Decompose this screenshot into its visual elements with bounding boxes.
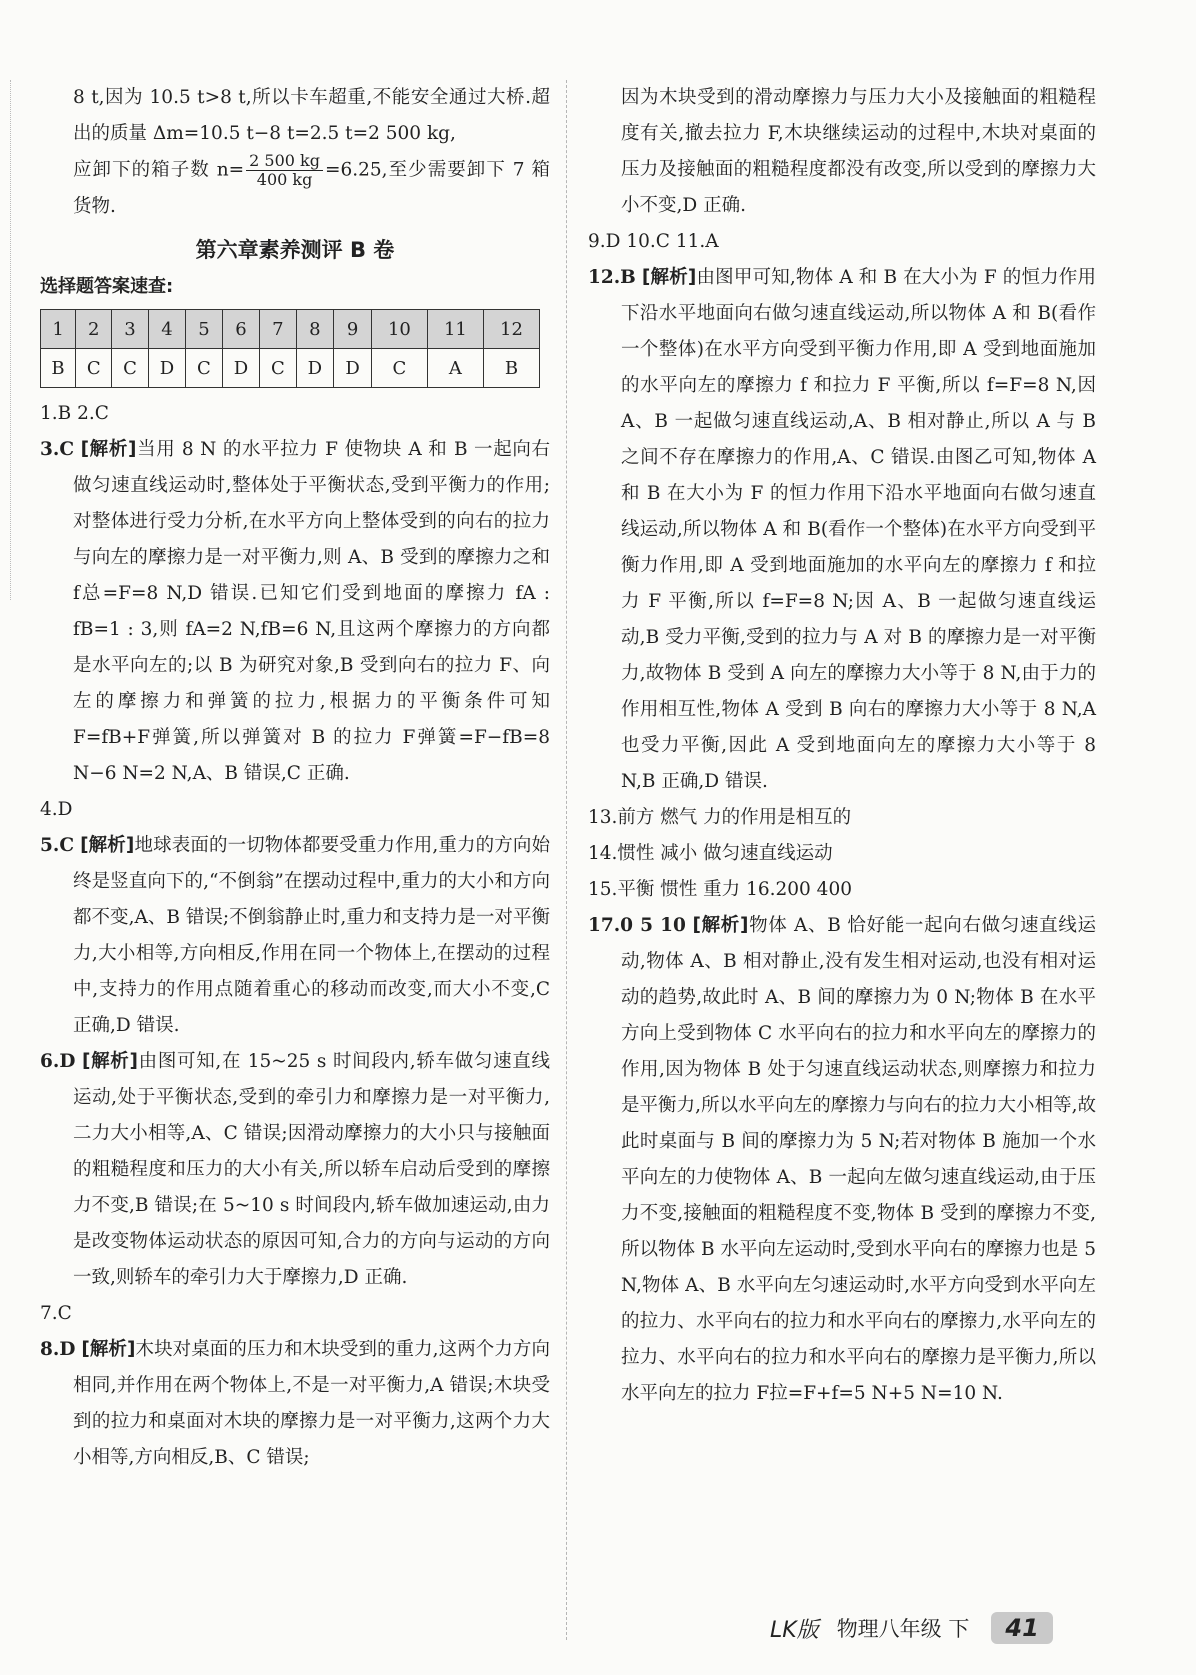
table-cell: C bbox=[112, 349, 148, 388]
edition-label: LK版 bbox=[770, 1617, 819, 1643]
intro-formula bbox=[40, 152, 550, 225]
answer-15-16: 15.平衡 惯性 重力 16.200 400 bbox=[588, 879, 852, 900]
right-column bbox=[588, 80, 1096, 1412]
table-cell: D bbox=[334, 349, 372, 388]
table-cell: C bbox=[76, 349, 112, 388]
answer-number: 8.D bbox=[40, 1339, 76, 1360]
table-cell: C bbox=[371, 349, 427, 388]
table-cell: 12 bbox=[483, 310, 539, 349]
subject-label: 物理八年级 下 bbox=[836, 1617, 970, 1641]
answer-table-header-row bbox=[41, 310, 540, 349]
analysis-tag: [解析] bbox=[81, 1051, 138, 1072]
fraction-denominator: 400 kg bbox=[246, 170, 323, 189]
answer-number: 5.C bbox=[40, 835, 75, 856]
page-footer bbox=[770, 1608, 1053, 1648]
table-cell: 2 bbox=[76, 310, 112, 349]
answer-9-11: 9.D 10.C 11.A bbox=[588, 231, 719, 252]
table-cell: B bbox=[41, 349, 76, 388]
intro-text-3: =6.25,至少需要卸下 7 箱货物. bbox=[73, 159, 550, 217]
answer-number: 3.C bbox=[40, 439, 75, 460]
table-cell: 1 bbox=[41, 310, 76, 349]
table-cell: 8 bbox=[296, 310, 334, 349]
table-cell: 6 bbox=[222, 310, 260, 349]
answer-17 bbox=[588, 908, 1096, 1412]
answer-8 bbox=[40, 1332, 550, 1476]
answer-text: 由图甲可知,物体 A 和 B 在大小为 F 的恒力作用下沿水平地面向右做匀速直线运动,所以物体 A 和 B(看作一个整体)在水平方向受到平衡力作用,即 A 受到地面施加的水平向左的摩擦力 f 和拉力 F 平衡,所以 f=F=8 N,因 A、B 一起做匀速直线运动,A、B 相对静止,所以 A 与 B 之间不存在摩擦力的作用,A、C 错误.由图乙可知,物体 A 和 B 在大小为 F 的恒力作用下沿水平地面向右做匀速直线运动,所以物体 A 和 B(看作一个整体)在水平方向受到平衡力作用,即 A 受到地面施加的水平向左的摩擦力 f 和拉力 F 平衡,所以 f=F=8 N;因 A、B 一起做匀速直线运动,B 受力平衡,受到的拉力与 A 对 B 的摩擦力是一对平衡力,故物体 B 受到 A 向左的摩擦力大小等于 8 N,由于力的作用相互性,物体 A 受到 B 向右的摩擦力大小等于 8 N,A 也受力平衡,因此 A 受到地面向左的摩擦力大小等于 8 N,B 正确,D 错误. bbox=[621, 267, 1096, 792]
answer-table-answer-row bbox=[41, 349, 540, 388]
table-cell: A bbox=[427, 349, 483, 388]
quick-check-heading: 选择题答案速查: bbox=[40, 276, 174, 297]
table-cell: D bbox=[148, 349, 186, 388]
binding-edge bbox=[0, 80, 11, 600]
answer-4: 4.D bbox=[40, 799, 73, 820]
answer-text: 当用 8 N 的水平拉力 F 使物块 A 和 B 一起向右做匀速直线运动时,整体处于平衡状态,受到平衡力的作用;对整体进行受力分析,在水平方向上整体受到的向右的拉力与向左的摩擦力是一对平衡力,则 A、B 受到的摩擦力之和 f总=F=8 N,D 错误.已知它们受到地面的摩擦力 fA : fB=1 : 3,则 fA=2 N,fB=6 N,且这两个摩擦力的方向都是水平向左的;以 B 为研究对象,B 受到向右的拉力 F、向左的摩擦力和弹簧的拉力,根据力的平衡条件可知 F=fB+F弹簧,所以弹簧对 B 的拉力 F弹簧=F−fB=8 N−6 N=2 N,A、B 错误,C 正确. bbox=[73, 439, 550, 784]
analysis-tag: [解析] bbox=[80, 835, 135, 856]
page-number: 41 bbox=[991, 1612, 1052, 1644]
fraction-numerator: 2 500 kg bbox=[249, 151, 320, 170]
analysis-tag: [解析] bbox=[80, 439, 137, 460]
answer-text: 木块对桌面的压力和木块受到的重力,这两个力方向相同,并作用在两个物体上,不是一对平衡力,A 错误;木块受到的拉力和桌面对木块的摩擦力是一对平衡力,这两个力大小相等,方向相反,B、C 错误; bbox=[73, 1339, 550, 1468]
answer-3 bbox=[40, 432, 550, 792]
answer-table bbox=[40, 309, 540, 388]
analysis-tag: [解析] bbox=[692, 915, 749, 936]
answer-8-continued: 因为木块受到的滑动摩擦力与压力大小及接触面的粗糙程度有关,撤去拉力 F,木块继续运动的过程中,木块对桌面的压力及接触面的粗糙程度都没有改变,所以受到的摩擦力大小不变,D 正确. bbox=[621, 87, 1096, 216]
fraction bbox=[246, 152, 323, 189]
answer-12 bbox=[588, 260, 1096, 800]
analysis-tag: [解析] bbox=[641, 267, 697, 288]
answer-7: 7.C bbox=[40, 1303, 72, 1324]
section-title: 第六章素养测评 B 卷 bbox=[195, 238, 395, 262]
answer-text: 物体 A、B 恰好能一起向右做匀速直线运动,物体 A、B 相对静止,没有发生相对运动,也没有相对运动的趋势,故此时 A、B 间的摩擦力为 0 N;物体 B 在水平方向上受到物体 C 水平向右的拉力和水平向左的摩擦力的作用,因为物体 B 处于匀速直线运动状态,则摩擦力和拉力是平衡力,所以水平向左的摩擦力与向右的拉力大小相等,故此时桌面与 B 间的摩擦力为 5 N;若对物体 B 施加一个水平向左的力使物体 A、B 一起向左做匀速直线运动,由于压力不变,接触面的粗糙程度不变,物体 B 受到的摩擦力不变,所以物体 B 水平向左运动时,受到水平向右的摩擦力也是 5 N,物体 A、B 水平向左匀速运动时,水平方向受到水平向左的拉力、水平向右的拉力和水平向右的摩擦力,水平向左的拉力、水平向右的拉力和水平向右的摩擦力是平衡力,所以水平向左的拉力 F拉=F+f=5 N+5 N=10 N. bbox=[621, 915, 1097, 1404]
answer-text: 地球表面的一切物体都要受重力作用,重力的方向始终是竖直向下的,“不倒翁”在摆动过程中,重力的大小和方向都不变,A、B 错误;不倒翁静止时,重力和支持力是一对平衡力,大小相等,方向相反,作用在同一个物体上,在摆动的过程中,支持力的作用点随着重心的移动而改变,而大小不变,C 正确,D 错误. bbox=[73, 835, 550, 1036]
left-column bbox=[40, 80, 550, 1476]
table-cell: D bbox=[296, 349, 334, 388]
answer-number: 17.0 5 10 bbox=[588, 915, 686, 936]
table-cell: 11 bbox=[427, 310, 483, 349]
intro-text-2: 应卸下的箱子数 n= bbox=[73, 159, 245, 181]
answer-6 bbox=[40, 1044, 550, 1296]
table-cell: 10 bbox=[371, 310, 427, 349]
answer-1-2: 1.B 2.C bbox=[40, 403, 109, 424]
table-cell: C bbox=[260, 349, 296, 388]
table-cell: D bbox=[222, 349, 260, 388]
answer-number: 6.D bbox=[40, 1051, 76, 1072]
analysis-tag: [解析] bbox=[81, 1339, 136, 1360]
table-cell: C bbox=[186, 349, 222, 388]
intro-text-1: 8 t,因为 10.5 t>8 t,所以卡车超重,不能安全通过大桥.超出的质量 Δm=10.5 t−8 t=2.5 t=2 500 kg, bbox=[73, 87, 550, 144]
table-cell: 5 bbox=[186, 310, 222, 349]
answer-13: 13.前方 燃气 力的作用是相互的 bbox=[588, 807, 852, 828]
table-cell: 9 bbox=[334, 310, 372, 349]
answer-text: 由图可知,在 15~25 s 时间段内,轿车做匀速直线运动,处于平衡状态,受到的牵引力和摩擦力是一对平衡力,二力大小相等,A、C 错误;因滑动摩擦力的大小只与接触面的粗糙程度和压力的大小有关,所以轿车启动后受到的摩擦力不变,B 错误;在 5~10 s 时间段内,轿车做加速运动,由力是改变物体运动状态的原因可知,合力的方向与运动的方向一致,则轿车的牵引力大于摩擦力,D 正确. bbox=[73, 1051, 550, 1288]
answer-number: 12.B bbox=[588, 267, 636, 288]
answer-5 bbox=[40, 828, 550, 1044]
column-divider bbox=[566, 80, 567, 1640]
table-cell: B bbox=[483, 349, 539, 388]
table-cell: 4 bbox=[148, 310, 186, 349]
table-cell: 3 bbox=[112, 310, 148, 349]
answer-14: 14.惯性 减小 做匀速直线运动 bbox=[588, 843, 833, 864]
table-cell: 7 bbox=[260, 310, 296, 349]
